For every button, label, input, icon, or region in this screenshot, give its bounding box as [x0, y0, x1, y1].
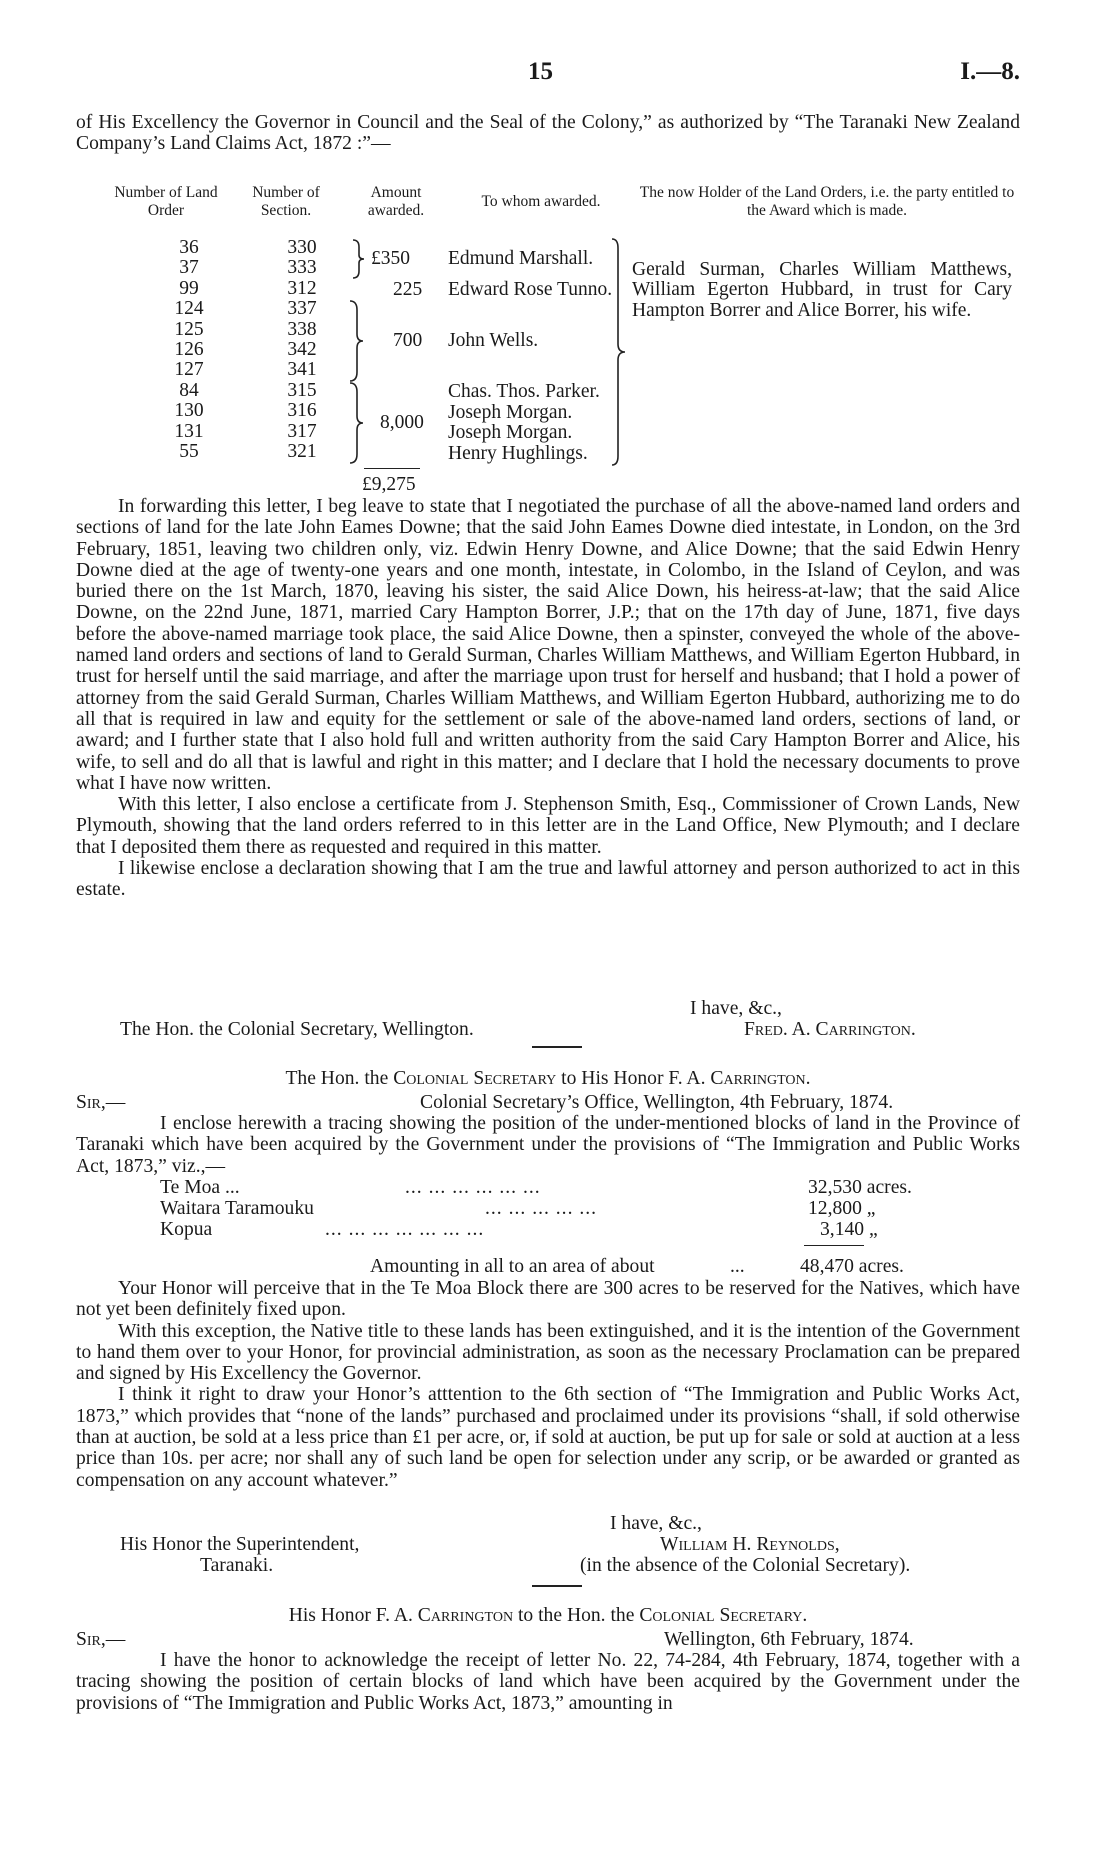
divider [532, 1585, 582, 1587]
block-name: Kopua [160, 1219, 213, 1240]
intro-block [76, 112, 1020, 155]
block-row [160, 1219, 212, 1241]
land-order-cell: 131 [174, 420, 204, 442]
letter-2-addressee-2: Taranaki. [200, 1555, 274, 1576]
amount-cell: 8,000 [380, 412, 424, 433]
block-name: Waitara Taramouku [160, 1198, 314, 1219]
awardee-cell: Henry Hughlings. [448, 443, 588, 464]
letter-2-heading [76, 1068, 1020, 1090]
block-row [160, 1198, 314, 1220]
letter-2-paragraph-1: Your Honor will perceive that in the Te Moa Block there are 300 acres to be reserved for the Natives, which have not yet been definitely fixed upon. [76, 1278, 1020, 1321]
letter-1-addressee: The Hon. the Colonial Secretary, Wellington. [120, 1019, 474, 1040]
land-order-cell: 124 [174, 298, 204, 320]
section-cell: 315 [287, 379, 317, 401]
letter-1-closing: I have, &c., [690, 998, 782, 1019]
land-order-cell: 99 [179, 277, 199, 299]
letter-3-heading [76, 1605, 1020, 1627]
awardee-cell: Edmund Marshall. [448, 248, 594, 269]
heading-mid: to the Hon. the [517, 1605, 635, 1626]
acres-total-value: 48,470 acres. [800, 1256, 904, 1277]
acres-total-label: Amounting in all to an area of about [370, 1256, 655, 1277]
letter-2-paragraph-2: With this exception, the Native title to these lands has been extinguished, and it is the intention of the Government to hand them over to your Honor, for provincial administration, as soon as the necessary Proclamation can be prepared and signed by His Excellency the Governor. [76, 1320, 1020, 1385]
letter-1-signature: Fred. A. Carrington. [744, 1019, 916, 1040]
divider [532, 1046, 582, 1048]
intro-paragraph: of His Excellency the Governor in Council and the Seal of the Colony,” as authorized by “The Taranaki New Zealand Company’s Land Claims Act, 1872 :”— [76, 112, 1020, 155]
heading-to: Colonial Secretary. [639, 1605, 808, 1626]
heading-from: Carrington [417, 1605, 514, 1626]
section-cell: 333 [287, 257, 317, 279]
letter-2-intro: I enclose herewith a tracing showing the position of the under-mentioned blocks of land in the Province of Taranaki which have been acquired by the Government under the provisions of “The Immigration and Public Works Act, 1873,” viz.,— [76, 1113, 1020, 1177]
letter-2-place-date: Colonial Secretary’s Office, Wellington, 4th February, 1874. [420, 1092, 894, 1113]
section-cell: 342 [287, 339, 317, 361]
block-area: 3,140 „ [820, 1219, 878, 1240]
letter-2-signature-note: (in the absence of the Colonial Secretary). [580, 1555, 911, 1576]
heading-to: Carrington. [710, 1068, 811, 1089]
block-row [160, 1177, 380, 1199]
total-cell: £9,275 [362, 474, 416, 495]
land-order-cell: 37 [179, 257, 199, 279]
section-cell: 312 [287, 277, 317, 299]
section-cell: 316 [287, 400, 317, 422]
letter-1-paragraph-1: In forwarding this letter, I beg leave to state that I negotiated the purchase of all the above-named land orders and sections of land for the late John Eames Downe; that the said John Eames Downe died intestate, in London, on the 3rd February, 1851, leaving two children only, viz. Edwin Henry Downe, and Alice Downe; that the said Edwin Henry Downe died at the age of twenty-one years and one month, intestate, in Colombo, in the Island of Ceylon, and was buried there on the 1st March, 1870, leaving his sister, the said Alice Down, his heiress-at-law; that the said Alice Downe, on the 22nd June, 1871, married Cary Hampton Borrer, J.P.; that on the 17th day of June, 1871, five days before the above-named marriage took place, the said Alice Downe, then a spinster, conveyed the whole of the above-named land orders and sections of land to Gerald Surman, Charles William Matthews, and William Egerton Hubbard, in trust for herself until the said marriage, and after the marriage upon trust for herself and husband; that I hold a power of attorney from the said Gerald Surman, Charles William Matthews, and William Egerton Hubbard, authorizing me to do all that is required in law and equity for the settlement or sale of the above-named land orders, sections of land, or award; and I further state that I also hold full and written authority from the said Cary Hampton Borrer and Alice, his wife, to sell and do all that is lawful and right in this matter; and I declare that I hold the necessary documents to prove what I have now written. [76, 496, 1020, 794]
block-dots: ... ... ... ... ... ... [405, 1177, 541, 1198]
amount-cell: 700 [393, 330, 423, 351]
acres-total-rule [804, 1245, 864, 1246]
letter-2-signature: William H. Reynolds, [660, 1534, 840, 1555]
heading-prefix: His Honor F. A. [288, 1605, 413, 1626]
section-cell: 337 [287, 298, 317, 320]
awardee-cell: Edward Rose Tunno. [448, 279, 613, 300]
land-order-cell: 127 [174, 359, 204, 381]
letter-2-closing: I have, &c., [610, 1513, 702, 1534]
section-cell: 321 [287, 441, 317, 463]
land-order-cell: 130 [174, 400, 204, 422]
award-table [76, 184, 1020, 524]
letter-1 [76, 496, 1020, 901]
land-order-cell: 126 [174, 339, 204, 361]
letter-1-paragraph-2: With this letter, I also enclose a certificate from J. Stephenson Smith, Esq., Commissioner of Crown Lands, New Plymouth, showing that the land orders referred to in this letter are in the Land Office, New Plymouth; and I declare that I deposited them there as requested and required in this matter. [76, 794, 1020, 858]
header-section: Number of Section. [252, 184, 320, 219]
total-rule [364, 468, 420, 469]
land-order-cell: 84 [179, 379, 199, 401]
letter-3-paragraph: I have the honor to acknowledge the receipt of letter No. 22, 74-284, 4th February, 1874, together with a tracing showing the position of certain blocks of land which have been acquired by the Government under the provisions of “The Immigration and Public Works Act, 1873,” amounting in [76, 1650, 1020, 1714]
letter-2-intro-block [76, 1113, 1020, 1177]
awardee-cell: Joseph Morgan. [448, 402, 573, 423]
section-cell: 330 [287, 237, 317, 258]
acres-total-dots: ... [730, 1256, 745, 1277]
awardee-cell: Joseph Morgan. [448, 422, 573, 443]
brace-icon [348, 382, 364, 468]
section-cell: 338 [287, 318, 317, 340]
block-area: 32,530 acres. [808, 1177, 912, 1198]
block-name: Te Moa ... [160, 1177, 240, 1198]
letter-3-salutation: Sir,— [76, 1629, 126, 1650]
block-dots: ... ... ... ... ... [485, 1198, 598, 1219]
brace-icon [351, 239, 365, 283]
letter-3-body [76, 1650, 1020, 1714]
land-order-cell: 55 [179, 441, 199, 463]
letter-1-paragraph-3: I likewise enclose a declaration showing that I am the true and lawful attorney and person authorized to act in this estate. [76, 858, 1020, 901]
awardee-cell: Chas. Thos. Parker. [448, 381, 600, 402]
land-order-cell: 36 [179, 237, 199, 258]
header-land-order: Number of Land Order [114, 184, 218, 219]
section-column [262, 238, 342, 462]
heading-prefix: The Hon. the [285, 1068, 389, 1089]
header-awardee: To whom awarded. [481, 193, 601, 210]
page-number: 15 [528, 58, 553, 85]
land-order-column [154, 238, 224, 462]
block-dots: ... ... ... ... ... ... ... [325, 1219, 485, 1240]
brace-icon [348, 300, 364, 386]
heading-from: Colonial Secretary [393, 1068, 557, 1089]
awardee-cell: John Wells. [448, 330, 539, 351]
header-holder [632, 184, 1022, 220]
letter-2-body [76, 1278, 1020, 1491]
brace-icon [610, 238, 628, 470]
document-reference: I.—8. [960, 58, 1020, 85]
block-area: 12,800 „ [808, 1198, 876, 1219]
land-order-cell: 125 [174, 318, 204, 340]
letter-3-place-date: Wellington, 6th February, 1874. [664, 1629, 914, 1650]
letter-2-addressee-1: His Honor the Superintendent, [120, 1534, 360, 1555]
letter-2-paragraph-3: I think it right to draw your Honor’s atttention to the 6th section of “The Immigration and Public Works Act, 1873,” which provides that “none of the lands” purchased and proclaimed under its provisions “shall, if sold otherwise than at auction, be sold at a less price than £1 per acre, or, if sold at auction, be put up for sale or sold at auction at a less price than 10s. per acre; nor shall any of such land be open for selection under any scrip, or be awarded or granted as compensation on any account whatever.” [76, 1384, 1020, 1491]
header-holder-text: The now Holder of the Land Orders, i.e. the party entitled to the Award which is made. [639, 184, 1015, 219]
holder-cell: Gerald Surman, Charles William Matthews, William Egerton Hubbard, in trust for Cary Hampton Borrer and Alice Borrer, his wife. [632, 259, 1012, 321]
header-amount: Amount awarded. [367, 184, 425, 219]
section-cell: 317 [287, 420, 317, 442]
letter-2-salutation: Sir,— [76, 1092, 126, 1113]
heading-mid: to His Honor F. A. [561, 1068, 706, 1089]
section-cell: 341 [287, 359, 317, 381]
amount-cell: £350 [371, 248, 410, 269]
amount-cell: 225 [393, 279, 423, 300]
